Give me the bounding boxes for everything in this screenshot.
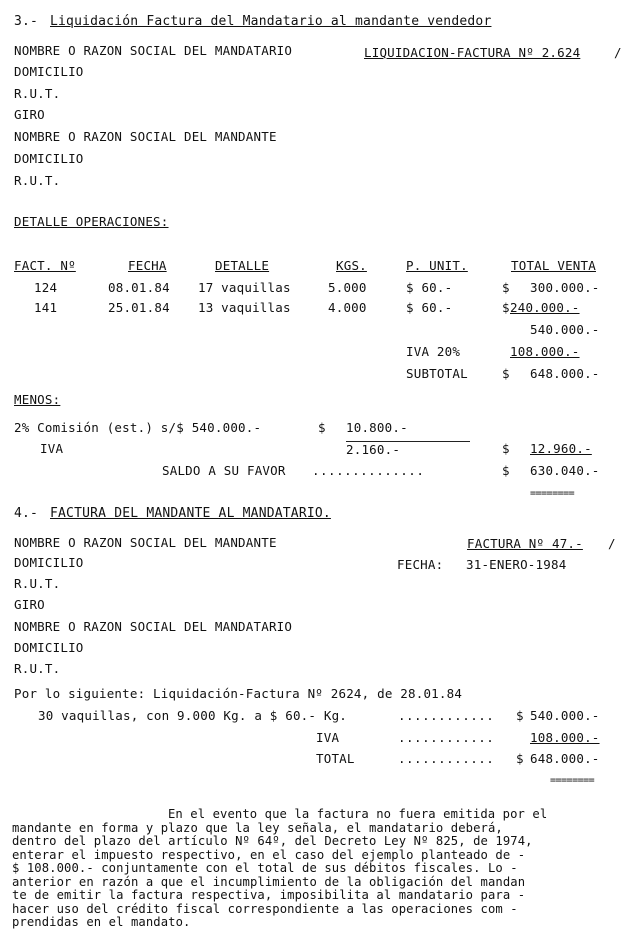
total4-label: TOTAL [316, 751, 355, 766]
table-cell: 25.01.84 [108, 300, 170, 315]
item-text: 30 vaquillas, con 9.000 Kg. a $ 60.- Kg. [38, 708, 348, 723]
col-header-total: TOTAL VENTA [511, 258, 596, 273]
table-cell: 17 vaquillas [198, 280, 291, 295]
paragraph-line: anterior en razón a que el incumplimiento de la obligación del mandan [12, 874, 526, 889]
field-label: DOMICILIO [14, 555, 84, 570]
commission-currency: $ [318, 420, 326, 435]
item-leader: ............ [398, 708, 495, 723]
table-cell: 08.01.84 [108, 280, 170, 295]
total4-value: 648.000.- [530, 751, 600, 766]
subtotal-label: SUBTOTAL [406, 366, 468, 381]
legal-paragraph [12, 808, 620, 930]
table-cell: 141 [34, 300, 58, 315]
col-header-detalle: DETALLE [215, 258, 270, 273]
item-value: 540.000.- [530, 708, 600, 723]
section3-ref-mark: / [614, 45, 622, 60]
field-label: DOMICILIO [14, 640, 84, 655]
col-header-fecha: FECHA [128, 258, 167, 273]
iva4-value: 108.000.- [530, 730, 600, 745]
commission-label: 2% Comisión (est.) s/$ 540.000.- [14, 420, 262, 435]
total4-double-rule: ======== [550, 775, 595, 786]
section3-number: 3.- [14, 14, 39, 29]
saldo-value: 630.040.- [530, 463, 600, 478]
detail-heading: DETALLE OPERACIONES: [14, 214, 169, 229]
field-label: NOMBRE O RAZON SOCIAL DEL MANDATARIO [14, 43, 293, 58]
paragraph-line: te de emitir la factura respectiva, imposibilita al mandatario para - [12, 888, 526, 902]
total4-currency: $ [516, 751, 524, 766]
subtotal-currency: $ [502, 366, 510, 381]
paragraph-line: $ 108.000.- conjuntamente con el total de sus débitos fiscales. Lo - [12, 861, 518, 875]
col-header-punit: P. UNIT. [406, 258, 468, 273]
field-label: NOMBRE O RAZON SOCIAL DEL MANDATARIO [14, 619, 293, 634]
table-cell: 300.000.- [530, 280, 600, 295]
paragraph-line: mandante en forma y plazo que la ley señala, el mandatario deberá, [12, 820, 503, 835]
col-header-fact: FACT. Nº [14, 258, 76, 273]
por-lo-siguiente: Por lo siguiente: Liquidación-Factura Nº 2624, de 28.01.84 [14, 686, 463, 701]
date-value: 31-ENERO-1984 [466, 557, 567, 572]
commission-value: 10.800.- [346, 420, 408, 435]
section3-invoice-ref: LIQUIDACION-FACTURA Nº 2.624 [364, 45, 581, 60]
table-cell: $ [502, 280, 510, 295]
subtotal-sum: 540.000.- [530, 322, 600, 337]
field-label: NOMBRE O RAZON SOCIAL DEL MANDANTE [14, 129, 277, 144]
table-cell: $ 60.- [406, 300, 453, 315]
table-cell: 5.000 [328, 280, 367, 295]
field-label: R.U.T. [14, 661, 61, 676]
section3-title: Liquidación Factura del Mandatario al mandante vendedor [50, 14, 492, 29]
field-label: GIRO [14, 107, 45, 122]
field-label: GIRO [14, 597, 45, 612]
field-label: R.U.T. [14, 173, 61, 188]
field-label: R.U.T. [14, 576, 61, 591]
menos-iva-value: 2.160.- [346, 441, 470, 457]
saldo-leader: .............. [312, 463, 425, 478]
field-label: NOMBRE O RAZON SOCIAL DEL MANDANTE [14, 535, 277, 550]
col-header-kgs: KGS. [336, 258, 367, 273]
paragraph-line: hacer uso del crédito fiscal correspondiente a las operaciones com - [12, 901, 518, 916]
total4-leader: ............ [398, 751, 495, 766]
table-cell: $ 60.- [406, 280, 453, 295]
iva4-label: IVA [316, 730, 340, 745]
paragraph-line: prendidas en el mandato. [12, 915, 191, 929]
field-label: R.U.T. [14, 86, 61, 101]
section4-ref-mark: / [608, 536, 616, 551]
menos-total-value: 12.960.- [530, 441, 592, 456]
section4-title: FACTURA DEL MANDANTE AL MANDATARIO. [50, 506, 331, 521]
table-cell: 240.000.- [510, 300, 580, 315]
saldo-currency: $ [502, 463, 510, 478]
paragraph-line: enterar el impuesto respectivo, en el caso del ejemplo planteado de - [12, 847, 526, 862]
paragraph-line: En el evento que la factura no fuera emitida por el [168, 807, 548, 821]
paragraph-line: dentro del plazo del artículo Nº 64º, del Decreto Ley Nº 825, de 1974, [12, 834, 533, 848]
date-label: FECHA: [397, 557, 444, 572]
subtotal-value: 648.000.- [530, 366, 600, 381]
table-cell: $ [502, 300, 510, 315]
table-cell: 124 [34, 280, 58, 295]
menos-iva-label: IVA [40, 441, 64, 456]
menos-label: MENOS: [14, 392, 61, 407]
saldo-label: SALDO A SU FAVOR [162, 463, 286, 478]
saldo-double-rule: ======== [530, 488, 575, 499]
menos-total-currency: $ [502, 441, 510, 456]
item-currency: $ [516, 708, 524, 723]
iva4-leader: ............ [398, 730, 495, 745]
table-cell: 13 vaquillas [198, 300, 291, 315]
iva-label: IVA 20% [406, 344, 461, 359]
section4-number: 4.- [14, 506, 39, 521]
section4-invoice-ref: FACTURA Nº 47.- [467, 536, 583, 551]
field-label: DOMICILIO [14, 64, 84, 79]
table-cell: 4.000 [328, 300, 367, 315]
field-label: DOMICILIO [14, 151, 84, 166]
iva-value: 108.000.- [510, 344, 580, 359]
